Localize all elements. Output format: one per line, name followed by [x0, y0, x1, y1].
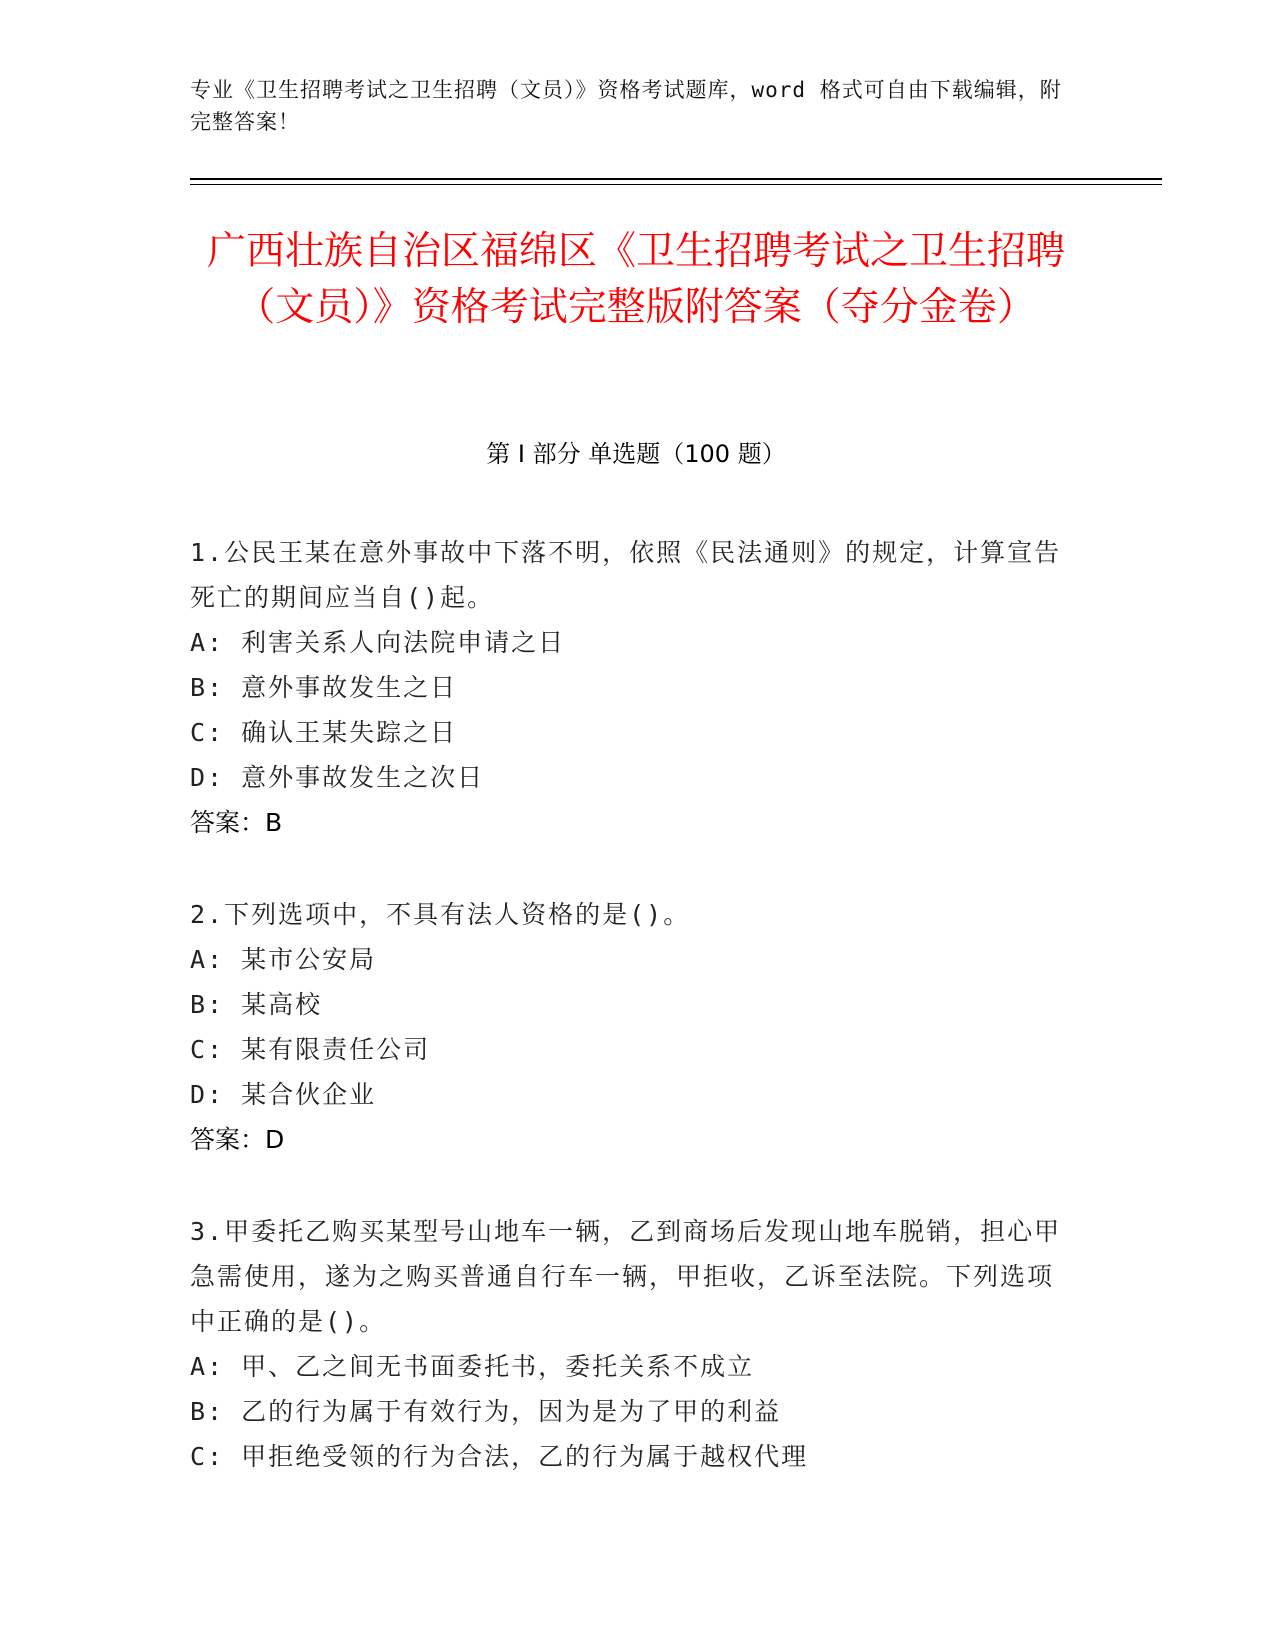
option-c: C: 某有限责任公司: [190, 1035, 431, 1064]
option-b: B: 某高校: [190, 990, 323, 1019]
header-rule-thick: [190, 178, 1162, 180]
question-stem: 2.下列选项中，不具有法人资格的是()。: [190, 900, 691, 929]
question-stem: 3.甲委托乙购买某型号山地车一辆，乙到商场后发现山地车脱销，担心甲急需使用，遂为之购买普通自行车一辆，甲拒收，乙诉至法院。下列选项中正确的是()。: [190, 1217, 1062, 1336]
option-a: A: 甲、乙之间无书面委托书，委托关系不成立: [190, 1352, 755, 1381]
option-c: C: 甲拒绝受领的行为合法，乙的行为属于越权代理: [190, 1442, 809, 1471]
question-2: [190, 892, 1070, 1162]
header-rule-thin: [190, 184, 1162, 185]
answer-line: 答案：B: [190, 808, 283, 837]
option-d: D: 某合伙企业: [190, 1080, 377, 1109]
header-note: 专业《卫生招聘考试之卫生招聘（文员）》资格考试题库，word 格式可自由下载编辑，附完整答案！: [190, 78, 1062, 134]
option-b: B: 意外事故发生之日: [190, 673, 458, 702]
question-3: [190, 1209, 1070, 1479]
option-b: B: 乙的行为属于有效行为，因为是为了甲的利益: [190, 1397, 782, 1426]
option-a: A: 利害关系人向法院申请之日: [190, 628, 566, 657]
question-stem: 1.公民王某在意外事故中下落不明，依照《民法通则》的规定，计算宣告死亡的期间应当自()起。: [190, 538, 1062, 612]
question-1: [190, 530, 1070, 845]
answer-line: 答案：D: [190, 1125, 285, 1154]
option-a: A: 某市公安局: [190, 945, 377, 974]
section-heading: 第 I 部分 单选题（100 题）: [486, 440, 786, 468]
document-title: 广西壮族自治区福绵区《卫生招聘考试之卫生招聘（文员）》资格考试完整版附答案（夺分金卷）: [206, 229, 1065, 330]
question-list: [190, 530, 1070, 1526]
option-c: C: 确认王某失踪之日: [190, 718, 458, 747]
option-d: D: 意外事故发生之次日: [190, 763, 485, 792]
